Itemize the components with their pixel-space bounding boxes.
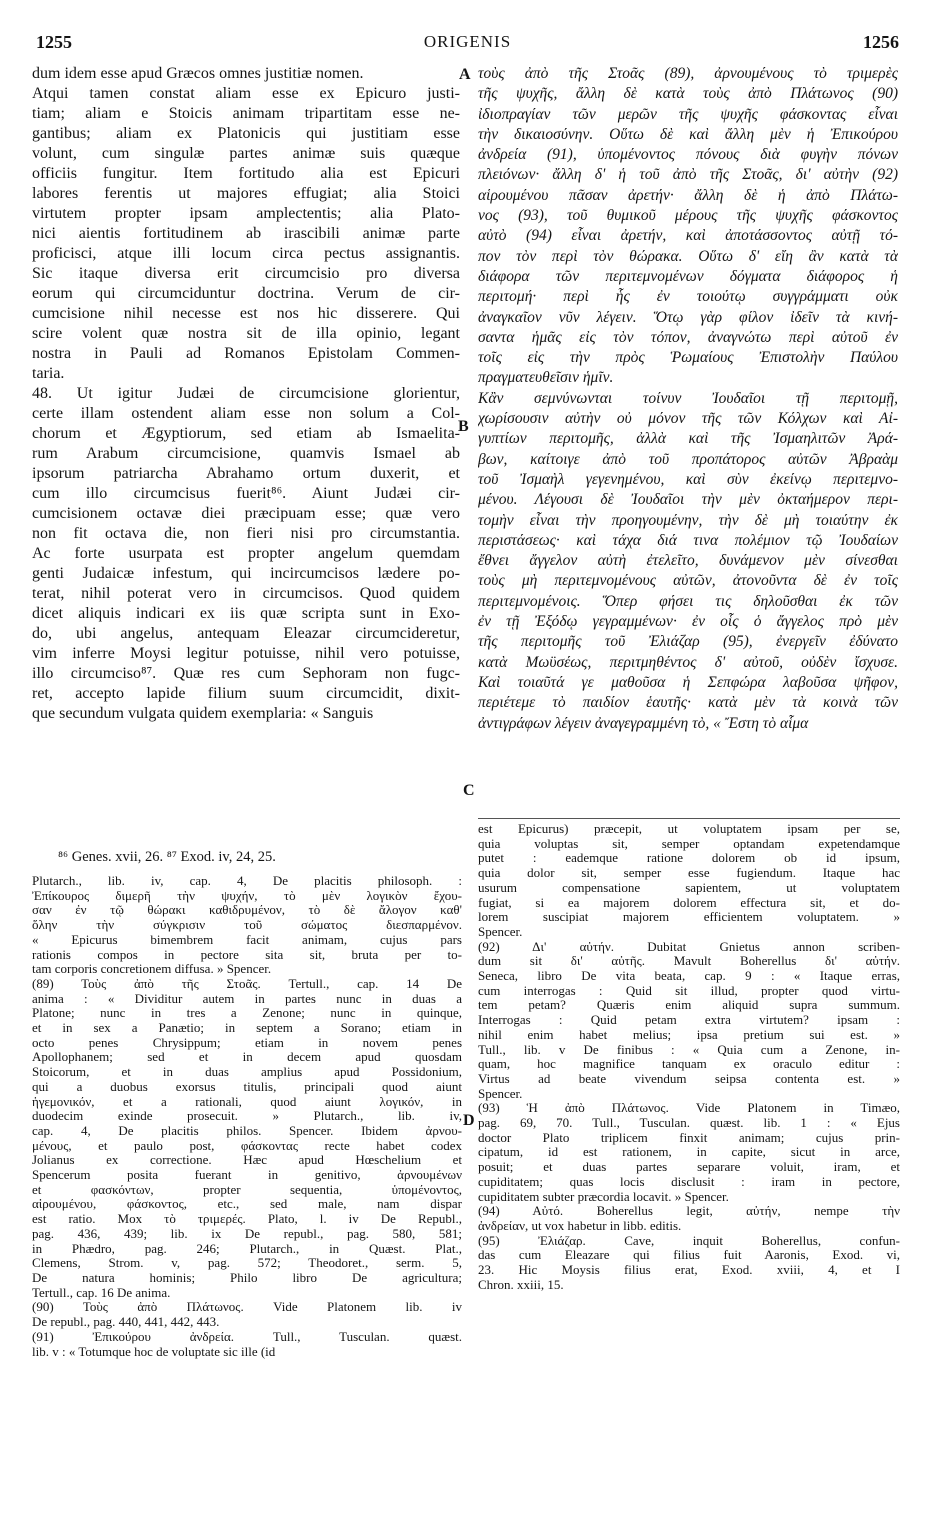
text-line: pag. 69, 70. Tull., Tusculan. quæst. lib. 1 : « Ejus xyxy=(478,1116,900,1131)
text-line: ἰδιοπραγίαν τῶν μερῶν τῆς ψυχῆς φάσκοντας εἶναι xyxy=(478,105,898,123)
text-line: « Epicurus bimembrem facit animam, cujus pars xyxy=(32,932,462,947)
text-line: que secundum vulgata quidem exemplaria: « Sanguis xyxy=(32,705,374,722)
text-line: διάφορα τῶν περιτεμνομένων δόγματα διάφορος ἡ xyxy=(478,267,898,285)
text-line: Ἐπίκουρος διμερῆ τὴν ψυχήν, τὸ μὲν λογικὸν ἔχου- xyxy=(32,888,462,903)
notes-right xyxy=(478,822,900,1293)
text-line: Virtus ad beate vivendum seipsa contenta est. » xyxy=(478,1071,900,1086)
notes-left xyxy=(32,874,462,1359)
text-line: ἐν τῇ Ἐξόδῳ γεγραμμένων· ἐν οἷς ὁ ἄγγελος πρὸ μὲν xyxy=(478,613,898,631)
text-line: De republ., pag. 440, 441, 442, 443. xyxy=(32,1315,220,1330)
text-line: tem petam? Quæris enim aliquid supra summum. xyxy=(478,998,900,1013)
text-line: rum Arabum circumcisione, quamvis Ismael ab xyxy=(32,445,460,462)
text-line: De natura hominis; Philo libro De agricultura; xyxy=(32,1270,462,1285)
margin-marker-d: D xyxy=(463,1112,475,1129)
text-line: quia voluptas sit, semper optandam expetendamque xyxy=(478,836,900,851)
text-line: duodecim exinde prosecuit. » Plutarch., lib. iv, xyxy=(32,1109,462,1124)
text-line: taria. xyxy=(32,365,65,382)
text-line: Chron. xxiii, 15. xyxy=(478,1277,564,1292)
text-line: Spencer. xyxy=(478,1086,523,1101)
text-line: (91) Ἐπικούρου ἀνδρεία. Tull., Tusculan. quæst. xyxy=(32,1329,462,1344)
margin-marker-c: C xyxy=(463,782,475,799)
text-line: vim inferre Moysi legitur potuisse, nihil vero potuisse, xyxy=(32,645,460,662)
text-line: das cum Eleazare qui filius fuit Aaronis, Exod. vi, xyxy=(478,1248,900,1263)
text-line: πλειόνων· ἄλλη δ' ἡ τοῦ ἀπὸ τῆς Στοᾶς, δι' αὐτὴν (92) xyxy=(478,166,898,184)
text-line: fugiat, si ea majorem dolorem effectura sit, et do- xyxy=(478,895,900,910)
text-line: putet : eademque ratione dolorem ob id ipsum, xyxy=(478,851,900,866)
text-line: cupiditatem subter præcordia locavit. » Spencer. xyxy=(478,1189,729,1204)
text-line: Clemens, Strom. v, pag. 572; Theodoret., serm. 5, xyxy=(32,1256,462,1271)
text-line: τοῖς εἰς τὴν πρὸς Ῥωμαίους Ἐπιστολὴν Παύλου xyxy=(478,349,898,367)
text-line: do, ubi angelus, antequam Eleazar circumcideretur, xyxy=(32,625,460,642)
text-line: quam, hoc magnifice tanquam ex oraculo editur : xyxy=(478,1057,900,1072)
text-line: (93) Ἡ ἀπὸ Πλάτωνος. Vide Platonem in Timæo, xyxy=(478,1101,900,1116)
text-line: Sic itaque diversa erit circumcisio pro diversa xyxy=(32,265,460,282)
text-line: αὐτὸ (94) εἶναι ἀρετήν, καὶ ἀποτάσσοντος αὐτῇ τό- xyxy=(478,227,898,245)
text-line: octo penes Chrysippum; etiam in novem penes xyxy=(32,1035,462,1050)
text-line: ὅλην τὴν σύγκρισιν τοῦ σώματος διεσπαρμένον. xyxy=(32,918,462,933)
text-line: qui a duobus exorsus titulis, principali quod aiunt xyxy=(32,1079,462,1094)
running-title: ORIGENIS xyxy=(423,32,512,51)
text-line: usurum compensatione sapientem, ut voluptatem xyxy=(478,880,900,895)
text-line: Apollophanem; sed et in decem apud quosdam xyxy=(32,1050,462,1065)
margin-marker-a: A xyxy=(459,66,471,83)
text-line: cumcisione nihil necesse est nos hic disserere. Qui xyxy=(32,305,460,322)
text-line: ἀνδρείαν, ut vox habetur in libb. editis. xyxy=(478,1218,682,1233)
text-line: περιέτεμε τὸ παιδίον ἑαυτῆς· κατὰ μὲν τὰ κοινὰ τῶν xyxy=(478,694,898,712)
text-line: chorum et Ægyptiorum, sed etiam ab Ismaelita- xyxy=(32,425,460,442)
text-line: cum interrogas : Quid sit illud, propter quod virtu- xyxy=(478,983,900,998)
text-line: κατὰ Μωϋσέως, περιτμηθέντος δ' αὐτοῦ, οὐδὲν ἴσχυσε. xyxy=(478,653,898,671)
text-line: περιτεμνομένοις. Ὅπερ φήσει τις δηλοῦσθαι ἐκ τῶν xyxy=(478,592,898,610)
text-line: Tull., lib. v De finibus : « Quia cum a Zenone, in- xyxy=(478,1042,900,1057)
text-line: non fit octava die, non fieri nisi pro circumstantia. xyxy=(32,525,460,542)
text-line: πον τὸν περὶ τὸν θώρακα. Οὕτω δ' εἴη ἂν κατὰ τὰ xyxy=(478,247,898,265)
text-line: περιστάσεως· καὶ τάχα διά τινα πολέμιον τῷ Ἰουδαίων xyxy=(478,531,898,549)
text-line: γυπτίων περιτομῆς, ἀλλὰ καὶ τῆς Ἰσμαηλιτῶν Ἀρά- xyxy=(478,430,898,448)
text-line: et φασκόντων, propter sequentia, ὑπομένοντος, xyxy=(32,1182,462,1197)
text-line: τοὺς ἀπὸ τῆς Στοᾶς (89), ἀρνουμένους τὸ τριμερὲς xyxy=(478,65,898,82)
text-line: Platone; nunc in tres a Zenone; nunc in quinque, xyxy=(32,1006,462,1021)
text-line: νος (93), τοῦ θυμικοῦ μέρους τῆς ψυχῆς φάσκοντος xyxy=(478,207,898,225)
text-line: Spencer. xyxy=(478,924,523,939)
text-line: nostra in Pauli ad Romanos Epistolam Commen- xyxy=(32,345,460,362)
text-line: τοὺς μὴ περιτεμνομένους αὐτῶν, ἀτονοῦντα δὲ ἐν τοῖς xyxy=(478,572,898,590)
text-line: cupiditatem; quas locis disclusit : iram in pectore, xyxy=(478,1174,900,1189)
text-line: (92) Δι' αὐτήν. Dubitat Gnietus annon scriben- xyxy=(478,939,900,954)
text-line: terat, nihil poterat vero in circumcisos. Quod quidem xyxy=(32,585,460,602)
column-rule xyxy=(478,818,900,819)
latin-main-text xyxy=(32,64,460,724)
text-line: αἱρουμένου πᾶσαν ἀρετήν· ἄλλη δὲ ἡ ἀπὸ Πλάτω- xyxy=(478,186,898,204)
page-number-left: 1255 xyxy=(36,32,72,52)
margin-marker-b: B xyxy=(458,418,469,435)
text-line: est ratio. Mox τὸ τριμερές. Plato, l. iv De Republ., xyxy=(32,1212,462,1227)
text-line: Atqui tamen constat aliam esse ex Epicuro justi- xyxy=(32,85,460,102)
text-line: 48. Ut igitur Judæi de circumcisione glorientur, xyxy=(32,385,460,402)
text-line: cipatum, id est rationem, in capite, sicut in arce, xyxy=(478,1145,900,1160)
text-line: Interrogas : Quid petam extra virtutem? ipsam : xyxy=(478,1013,900,1028)
text-line: (89) Τοὺς ἀπὸ τῆς Στοᾶς. Tertull., cap. 14 De xyxy=(32,976,462,991)
footnote-references xyxy=(58,848,458,866)
page-header xyxy=(36,32,899,56)
text-line: αἱρουμένου, φάσκοντος, etc., sed male, nam dispar xyxy=(32,1197,462,1212)
text-line: rationis compos in pectore sita sit, bruta per to- xyxy=(32,947,462,962)
page-number-right: 1256 xyxy=(863,32,899,52)
text-line: ἀναγκαῖον νῦν λέγειν. Ὅτῳ γὰρ φίλον ἰδεῖν τὰ κινή- xyxy=(478,308,898,326)
text-line: Plutarch., lib. iv, cap. 4, De placitis philosoph. : xyxy=(32,874,462,888)
text-line: πραγματευθεῖσιν ἡμῖν. xyxy=(478,369,614,387)
text-line: illo circumciso⁸⁷. Quæ res cum Sephoram non fugc- xyxy=(32,665,460,682)
text-line: Καὶ τοιαῦτά γε μαθοῦσα ἡ Σεπφώρα λαβοῦσα ψῆφον, xyxy=(478,673,898,691)
text-line: (95) Ἐλιάζαρ. Cave, inquit Boherellus, confun- xyxy=(478,1233,900,1248)
text-line: certe illam ostendent aliam esse non solum a Col- xyxy=(32,405,460,422)
text-line: dum sit δι' αὐτῆς. Mavult Boherellus δι' αὐτήν. xyxy=(478,954,900,969)
text-line: ἀνδρεία (91), ὑπομένοντος πόνους διὰ φυγὴν πόνων xyxy=(478,146,898,164)
greek-main-text xyxy=(478,64,898,734)
text-line: Jolianus ex correctione. Hæc apud Hœschelium et xyxy=(32,1153,462,1168)
text-line: eorum qui circumciduntur doctrina. Verum de cir- xyxy=(32,285,460,302)
text-line: (90) Τοὺς ἀπὸ Πλάτωνος. Vide Platonem lib. iv xyxy=(32,1300,462,1315)
text-line: proficisci, atque illi locum circa pectus assignantis. xyxy=(32,245,460,262)
text-line: gantibus; aliam ex Platonicis qui justitiam esse xyxy=(32,125,460,142)
text-line: dum idem esse apud Græcos omnes justitiæ nomen. xyxy=(32,65,364,82)
text-line: posuit; et duas partes separare voluit, iram, et xyxy=(478,1160,900,1175)
text-line: doctor Plato triplicem finxit animam; cujus prin- xyxy=(478,1130,900,1145)
text-line: lib. v : « Totumque hoc de voluptate sic ille (id xyxy=(32,1344,276,1359)
text-line: Seneca, libro De vita beata, cap. 9 : « Itaque erras, xyxy=(478,969,900,984)
text-line: τῆς περιτομῆς τοῦ Ἐλιάζαρ (95), ἐνεργεῖν ἐδύνατο xyxy=(478,633,898,651)
text-line: genti Judaicæ infestum, qui incircumcisos lædere po- xyxy=(32,565,460,582)
text-line: τομὴν εἶναι τὴν προηγουμένην, τὴν δὲ μὴ τοιαύτην ἐκ xyxy=(478,511,898,529)
text-line: officiis fungitur. Item fortitudo alia est Epicuri xyxy=(32,165,460,182)
text-line: χωρίσουσιν αὐτὴν οὐ μόνον τῆς τῶν Κόλχων καὶ Αἰ- xyxy=(478,410,898,428)
text-line: dicet aliquis indicari ex iis quæ scripta sunt in Exo- xyxy=(32,605,460,622)
text-line: nici aientis fortitudinem ab irascibili animæ parte xyxy=(32,225,460,242)
text-line: σαν ἐν τῷ θώρακι καθιδρυμένον, τὸ δὲ ἄλογον καθ' xyxy=(32,903,462,918)
text-line: ipsorum patriarcha Abrahamo ortum duxerit, et xyxy=(32,465,460,482)
text-line: βων, καίτοιγε ἀπὸ τοῦ προπάτορος αὐτῶν Ἀβραὰμ xyxy=(478,450,898,468)
text-line: τῆς ψυχῆς, ἄλλη δὲ κατὰ τοὺς ἀπὸ Πλάτωνος (90) xyxy=(478,85,898,103)
text-line: scire volent quæ nostra sit de illa opinio, legant xyxy=(32,325,460,342)
text-line: et in sex a Panætio; in septem a Sorano; etiam in xyxy=(32,1021,462,1036)
text-line: quia dolor sit, semper esse fugiendum. Itaque hac xyxy=(478,866,900,881)
text-line: Stoicorum, et in duas amplius apud Possidonium, xyxy=(32,1065,462,1080)
text-line: nihil enim habet melius; ipsa pretium sui est. » xyxy=(478,1027,900,1042)
footnote-line: ⁸⁶ Genes. xvii, 26. ⁸⁷ Exod. iv, 24, 25. xyxy=(58,849,276,865)
text-line: τοῦ Ἰσμαὴλ γεγενημένου, καὶ σὺν ἐκείνῳ περιτεμνο- xyxy=(478,470,898,488)
text-line: περιτομή· περὶ ἧς ἐν τοιούτῳ συγγράμματι οὐκ xyxy=(478,288,898,306)
text-line: tam corporis concretionem diffusa. » Spencer. xyxy=(32,962,272,977)
text-line: tiam; aliam e Stoicis animam tripartitam esse ne- xyxy=(32,105,460,122)
text-line: labores ferentis ut majores effugiat; alia Stoici xyxy=(32,185,460,202)
text-line: Ac forte usurpata est propter angelum quemdam xyxy=(32,545,460,562)
text-line: ἔθνει ἄγγελον αὐτὴ ἐτελεῖτο, δυνάμενον μὲν σίνεσθαι xyxy=(478,552,898,570)
text-line: est Epicurus) præcepit, ut voluptatem ipsam per se, xyxy=(478,822,900,836)
text-line: Κἂν σεμνύνωνται τοίνυν Ἰουδαῖοι τῇ περιτομῇ, xyxy=(478,389,898,407)
text-line: volunt, cum singulæ partes animæ suis quæque xyxy=(32,145,460,162)
text-line: Spencerum posita fuerant in genitivo, ἀρνουμένων xyxy=(32,1168,462,1183)
text-line: in Phædro, pag. 246; Plutarch., in Quæst. Plat., xyxy=(32,1241,462,1256)
text-line: 23. Hic Moysis filius erat, Exod. xviii, 4, et I xyxy=(478,1263,900,1278)
text-line: cum illo circumcisus fuerit⁸⁶. Aiunt Judæi cir- xyxy=(32,485,460,502)
text-line: ἀντιγράφων λέγειν ἀναγεγραμμένη τὸ, « Ἔστη τὸ αἷμα xyxy=(478,714,809,732)
text-line: (94) Αὐτό. Boherellus legit, αὐτήν, nempe τὴν xyxy=(478,1204,900,1219)
text-line: anima : « Dividitur autem in partes nunc in duas a xyxy=(32,991,462,1006)
text-line: τὴν δικαιοσύνην. Οὕτω δὲ καὶ ἄλλη μὲν ἡ Ἐπικούρου xyxy=(478,125,898,143)
text-line: μένου. Λέγουσι δὲ Ἰουδαῖοι τὴν μὲν ὀκταήμερον περι- xyxy=(478,491,898,509)
text-line: virtutem propter ipsam amplectentis; alia Plato- xyxy=(32,205,460,222)
text-line: pag. 436, 439; lib. ix De republ., pag. 580, 581; xyxy=(32,1226,462,1241)
text-line: Tertull., cap. 16 De anima. xyxy=(32,1285,171,1300)
text-line: ἡγεμονικόν, et a rationali, quod aiunt λογικόν, in xyxy=(32,1094,462,1109)
text-line: μένους, et paulo post, φάσκοντας recte habet codex xyxy=(32,1138,462,1153)
text-line: σαντα ἡμᾶς εἰς τὸν τόπον, ἀναγνώτω περὶ αὐτοῦ ἐν xyxy=(478,328,898,346)
text-line: cap. 4, De placitis philos. Spencer. Ibidem ἀρνου- xyxy=(32,1123,462,1138)
text-line: cumcisionem octavæ diei præcipuam esse; quæ vero xyxy=(32,505,460,522)
text-line: ret, accepto lapide filium suum circumcidit, dixit- xyxy=(32,685,460,702)
text-line: lorem suscipiat majorem efficientem voluptatem. » xyxy=(478,910,900,925)
